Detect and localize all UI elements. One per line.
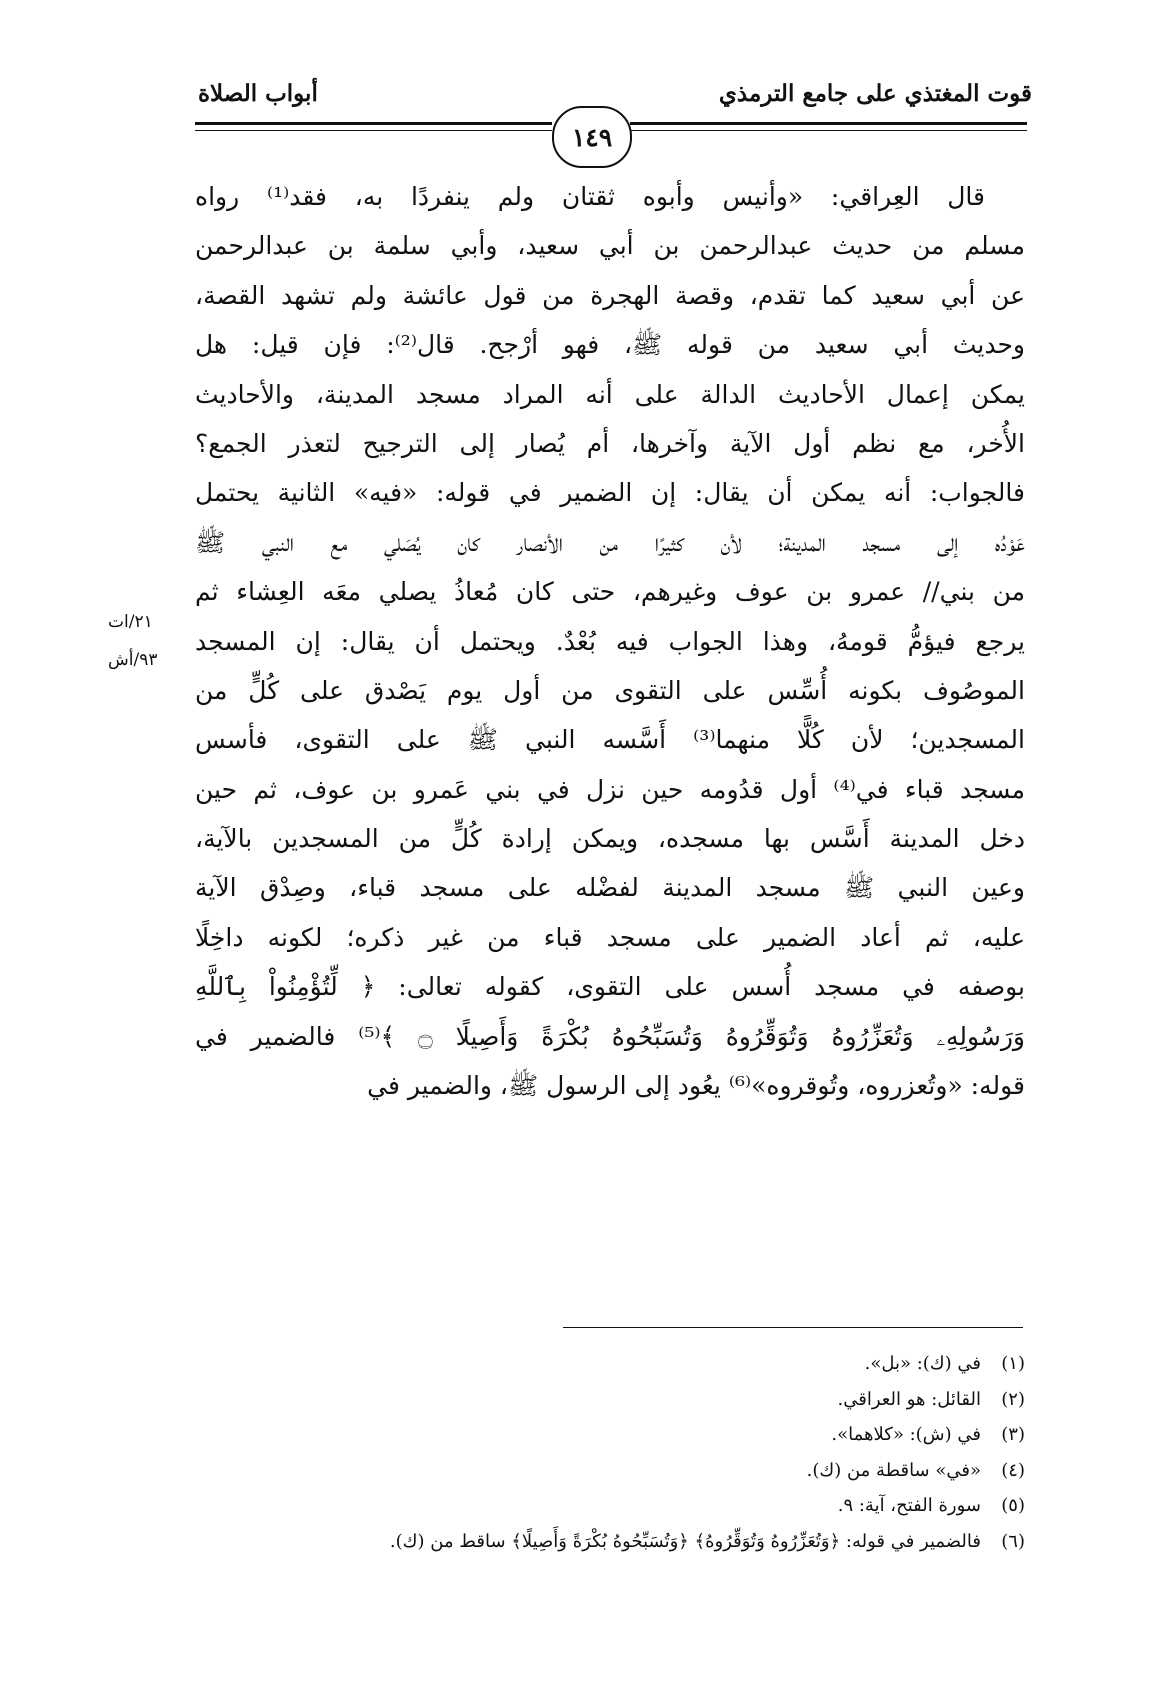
text-line: الأُخر، مع نظم أول الآية وآخرها، أم يُصار إلى الترجيح لتعذر الجمع؟ [195, 428, 1025, 458]
text-line: يرجع فيؤمُّ قومهُ، وهذا الجواب فيه بُعْدٌ. ويحتمل أن يقال: إن المسجد [195, 626, 1025, 656]
text-line: مسلم من حديث عبدالرحمن بن أبي سعيد، وأبي سلمة بن عبدالرحمن [195, 231, 1025, 261]
footnote-text: في (ك): «بل». [864, 1353, 981, 1374]
main-text [195, 172, 1025, 1110]
footnote-number: (٥) [1001, 1495, 1025, 1516]
text-line: دخل المدينة أَسَّس بها مسجده، ويمكن إرادة كُلٍّ من المسجدين بالآية، [195, 824, 1025, 854]
footnote-separator [563, 1327, 1023, 1328]
header-rule-left [195, 122, 552, 125]
footnote-number: (٢) [1001, 1388, 1025, 1410]
page-number: ١٤٩ [552, 106, 632, 168]
footnote-text: سورة الفتح، آية: ٩. [837, 1495, 981, 1516]
footnote [225, 1524, 1025, 1560]
footnotes [225, 1346, 1025, 1559]
text-line: فالجواب: أنه يمكن أن يقال: إن الضمير في قوله: «فيه» الثانية يحتمل [195, 478, 1025, 508]
header-rule-right-thin [630, 130, 1027, 131]
footnote [225, 1382, 1025, 1418]
text-line: وَرَسُولِهِۦ وَتُعَزِّرُوهُ وَتُوَقِّرُوهُ وَتُسَبِّحُوهُ بُكْرَةً وَأَصِيلًا ۝ ﴾⁽⁵⁾ فالضمير في [195, 1021, 1025, 1051]
footnote [225, 1453, 1025, 1489]
footnote-text: القائل: هو العراقي. [837, 1388, 981, 1410]
text-line: عليه، ثم أعاد الضمير على مسجد قباء من غير ذكره؛ لكونه داخِلًا [195, 922, 1025, 952]
footnote-number: (١) [1001, 1353, 1025, 1374]
footnote-text: في (ش): «كلاهما». [831, 1424, 981, 1445]
running-header-book-title: قوت المغتذي على جامع الترمذي [718, 80, 1032, 107]
footnote [225, 1488, 1025, 1524]
header-rule-right [630, 122, 1027, 125]
footnote-number: (٤) [1001, 1459, 1025, 1481]
text-line: وحديث أبي سعيد من قوله ﷺ، فهو أرْجح. قال⁽²⁾: فإن قيل: هل [195, 330, 1025, 360]
text-line: بوصفه في مسجد أُسس على التقوى، كقوله تعالى: ﴿ لِّتُؤْمِنُواْ بِٱللَّهِ [195, 972, 1025, 1002]
footnote-text: فالضمير في قوله: ﴿وَتُعَزِّرُوهُ وَتُوَقِّرُوهُ﴾ ﴿وَتُسَبِّحُوهُ بُكْرَةً وَأَصِيلًا﴾ ساقط من (ك). [389, 1530, 981, 1552]
text-line: يمكن إعمال الأحاديث الدالة على أنه المراد مسجد المدينة، والأحاديث [195, 379, 1025, 409]
text-line: من بني// عمرو بن عوف وغيرهم، حتى كان مُعاذُ يصلي معَه العِشاء ثم [195, 577, 1025, 607]
text-line: عَوْدُه إلى مسجد المدينة؛ لأن كثيرًا من الأنصار كان يُصَلي مع النبي ﷺ [195, 527, 1025, 557]
margin-note-manuscript-ref: ٩٣/أش [108, 650, 158, 670]
footnote-number: (٦) [1001, 1530, 1025, 1552]
footnote [225, 1346, 1025, 1382]
text-line: وعين النبي ﷺ مسجد المدينة لفضْله على مسجد قباء، وصِدْق الآية [195, 873, 1025, 903]
text-line: قال العِراقي: «وأنيس وأبوه ثقتان ولم ينفردًا به، فقد⁽¹⁾ رواه [195, 182, 986, 211]
text-line: المسجدين؛ لأن كُلًّا منهما⁽³⁾ أَسَّسه النبي ﷺ على التقوى، فأسس [195, 725, 1025, 755]
text-line: مسجد قباء في⁽⁴⁾ أول قدُومه حين نزل في بني عَمرو بن عوف، ثم حين [195, 774, 1025, 804]
text-line: عن أبي سعيد كما تقدم، وقصة الهجرة من قول عائشة ولم تشهد القصة، [195, 280, 1025, 310]
footnote-text: «في» ساقطة من (ك). [806, 1459, 981, 1481]
running-header-chapter-title: أبواب الصلاة [198, 80, 318, 107]
text-line: الموصُوف بكونه أُسِّس على التقوى من أول يوم يَصْدق على كُلٍّ من [195, 675, 1025, 705]
footnote-number: (٣) [1001, 1424, 1025, 1445]
text-line: قوله: «وتُعزروه، وتُوقروه»⁽⁶⁾ يعُود إلى الرسول ﷺ، والضمير في [367, 1071, 1025, 1101]
header-rule-left-thin [195, 130, 552, 131]
footnote [225, 1417, 1025, 1453]
margin-note-manuscript-ref: ٢١/ات [108, 612, 153, 632]
